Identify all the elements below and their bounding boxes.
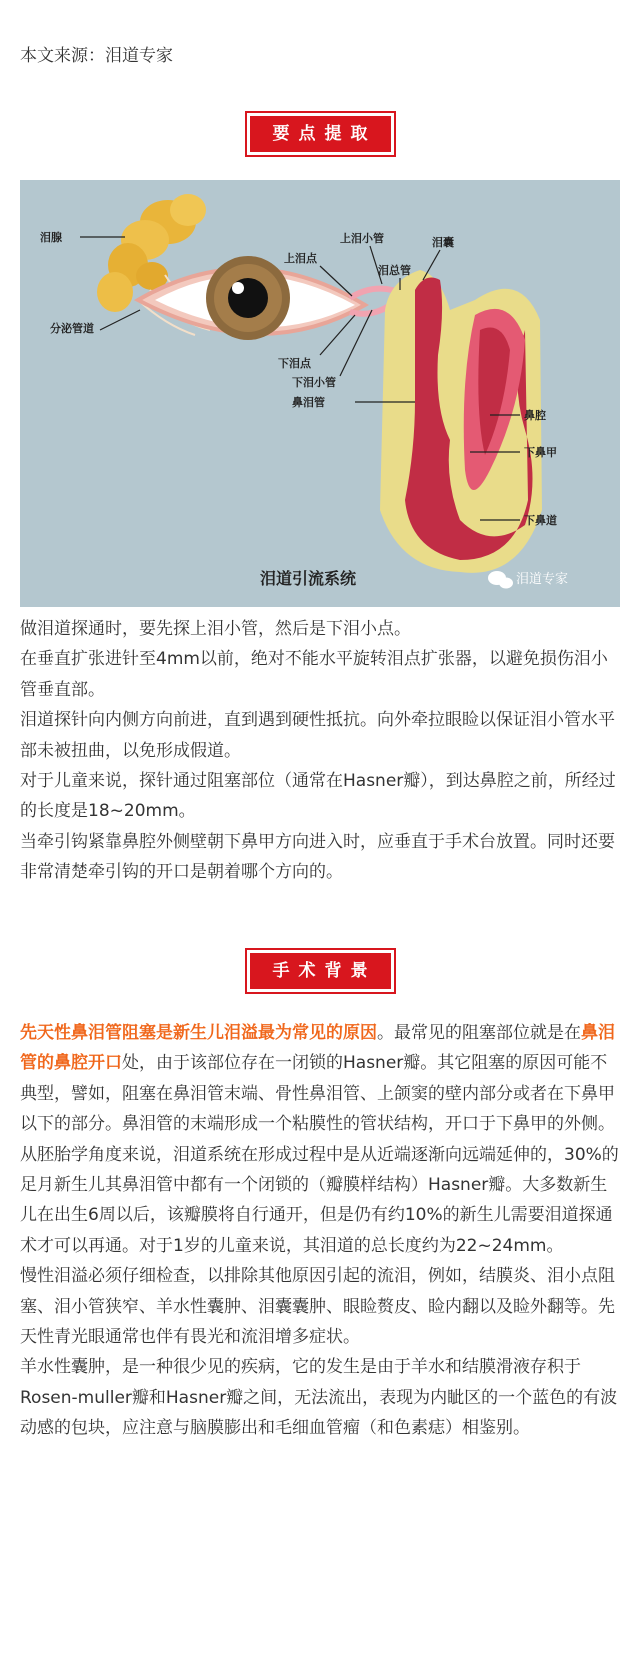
label-common-canaliculus: 泪总管 — [378, 264, 411, 277]
label-upper-punctum: 上泪点 — [284, 252, 317, 265]
paragraph-text: 。最常见的阻塞部位就是在 — [377, 1023, 581, 1043]
key-point-4: 对于儿童来说，探针通过阻塞部位（通常在Hasner瓣），到达鼻腔之前，所经过的长度是18~20mm。 — [20, 771, 616, 822]
label-lacrimal-sac: 泪囊 — [432, 236, 454, 249]
label-lacrimal-gland: 泪腺 — [40, 231, 62, 244]
key-point-3: 泪道探针向内侧方向前进，直到遇到硬性抵抗。向外牵拉眼睑以保证泪小管水平部未被扭曲，以免形成假道。 — [20, 710, 615, 761]
background-paragraphs — [20, 1018, 622, 1444]
key-point-5: 当牵引钩紧靠鼻腔外侧壁朝下鼻甲方向进入时，应垂直于手术台放置。同时还要非常清楚牵引钩的开口是朝着哪个方向的。 — [20, 831, 615, 883]
label-nasolacrimal-duct: 鼻泪管 — [292, 396, 325, 409]
key-points-paragraphs — [20, 614, 622, 888]
background-paragraph-4: 羊水性囊肿，是一种很少见的疾病，它的发生是由于羊水和结膜滑液存积于Rosen-muller瓣和Hasner瓣之间，无法流出，表现为内眦区的一个蓝色的有波动感的包块，应注意与脑膜膨出和毛细血管瘤（和色素痣）相鉴别。 — [20, 1357, 618, 1439]
source-line: 本文来源：泪道专家 — [20, 46, 173, 66]
watermark-text: 泪道专家 — [516, 572, 569, 587]
background-paragraph-1 — [20, 1018, 622, 1140]
lacrimal-drainage-diagram — [20, 180, 620, 607]
label-nasal-cavity: 鼻腔 — [524, 409, 546, 422]
highlight-cause: 先天性鼻泪管阻塞是新生儿泪溢最为常见的原因 — [20, 1023, 377, 1043]
background-paragraph-3: 慢性泪溢必须仔细检查，以排除其他原因引起的流泪，例如，结膜炎、泪小点阻塞、泪小管狭窄、羊水性囊肿、泪囊囊肿、眼睑赘皮、睑内翻以及睑外翻等。先天性青光眼通常也伴有畏光和流泪增多症状。 — [20, 1266, 615, 1348]
key-point-1: 做泪道探通时，要先探上泪小管，然后是下泪小点。 — [20, 619, 411, 639]
section-heading-key-points — [0, 116, 640, 156]
background-paragraph-2: 从胚胎学角度来说，泪道系统在形成过程中是从近端逐渐向远端延伸的，30%的足月新生儿其鼻泪管中都有一个闭锁的（瓣膜样结构）Hasner瓣。大多数新生儿在出生6周以后，该瓣膜将自行通开，但是仍有约10%的新生儿需要泪道探通术才可以再通。对于1岁的儿童来说，其泪道的总长度约为22~24mm。 — [20, 1144, 619, 1256]
watermark — [488, 571, 568, 589]
section-title-key-points: 要点提取 — [250, 116, 391, 152]
diagram-svg — [20, 180, 620, 607]
highlight-location: 鼻泪管的鼻腔开口 — [20, 1023, 615, 1074]
paragraph-text: 处，由于该部位存在一闭锁的Hasner瓣。其它阻塞的原因可能不典型，譬如，阻塞在鼻泪管末端、骨性鼻泪管、上颌窦的壁内部分或者在下鼻甲以下的部分。鼻泪管的末端形成一个粘膜性的管状结构，开口于下鼻甲的外侧。 — [20, 1053, 615, 1135]
nasal-region-shape — [380, 270, 542, 573]
label-secretory-duct: 分泌管道 — [50, 322, 94, 335]
section-title-background: 手术背景 — [250, 953, 391, 989]
label-inferior-meatus: 下鼻道 — [524, 514, 557, 527]
label-inferior-turbinate: 下鼻甲 — [524, 446, 557, 459]
section-heading-background — [0, 953, 640, 993]
key-point-2: 在垂直扩张进针至4mm以前，绝对不能水平旋转泪点扩张器，以避免损伤泪小管垂直部。 — [20, 649, 608, 700]
label-upper-canaliculus: 上泪小管 — [340, 232, 384, 245]
eye-shape — [138, 256, 365, 340]
label-lower-punctum: 下泪点 — [278, 357, 311, 370]
figure-caption: 泪道引流系统 — [260, 569, 357, 588]
label-lower-canaliculus: 下泪小管 — [292, 376, 336, 389]
